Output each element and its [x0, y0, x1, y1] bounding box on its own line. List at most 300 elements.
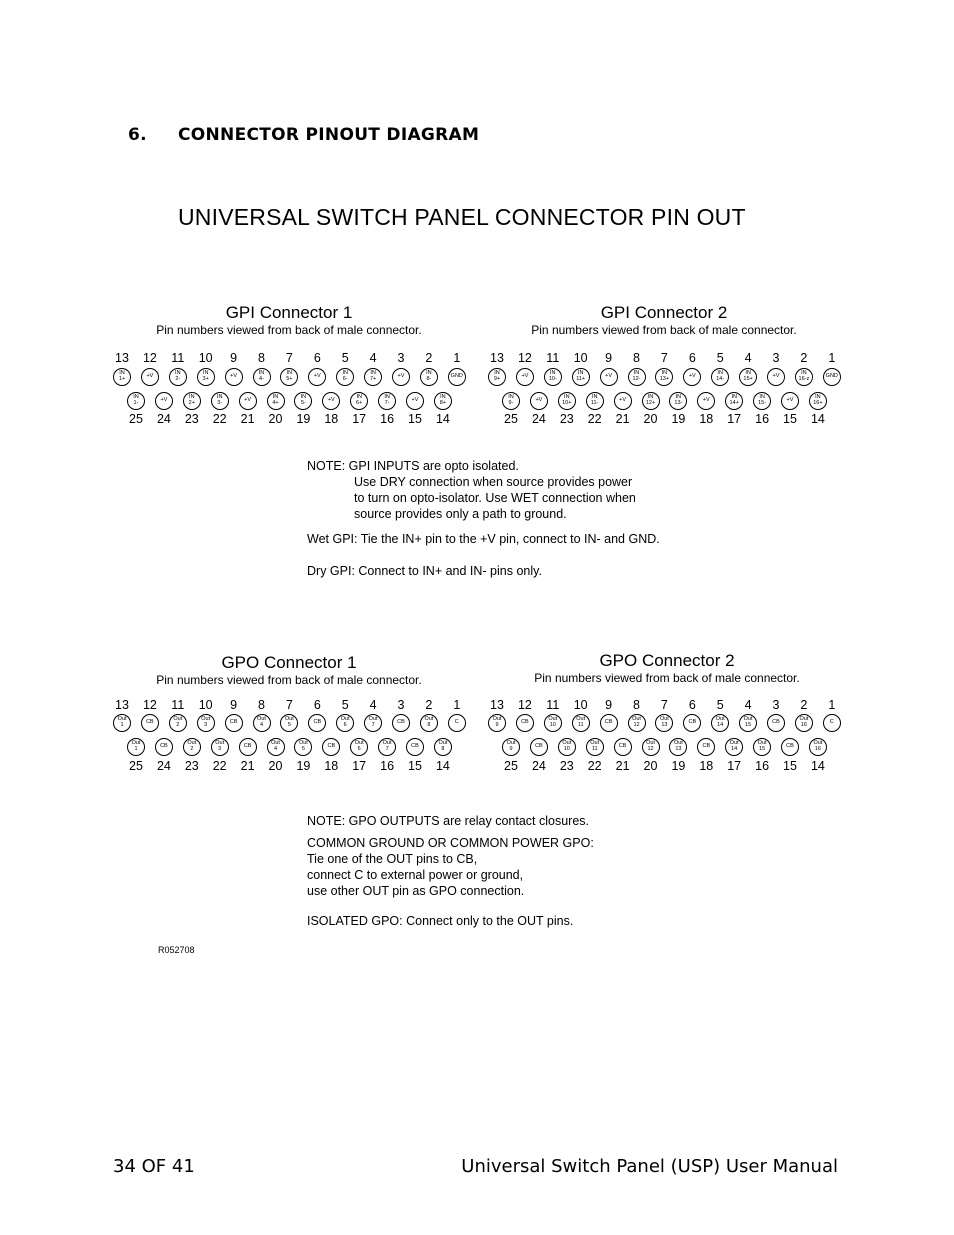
pin-circle: [113, 714, 131, 732]
pin-number: 23: [184, 412, 199, 426]
gpo1-title: GPO Connector 1: [221, 653, 357, 672]
pin-number: 2: [425, 351, 433, 365]
pin-label: +V: [411, 397, 419, 404]
pin-circle: [225, 714, 243, 732]
pin-label: Out 2: [173, 716, 183, 728]
pin-circle: [516, 368, 534, 386]
pin-number: 9: [230, 351, 238, 365]
pin-number: 21: [615, 412, 630, 426]
pin-number: 24: [156, 759, 171, 773]
pin-circle: [392, 714, 410, 732]
pin-label: IN 14-: [716, 370, 725, 382]
pin-label: GND: [825, 373, 838, 380]
pin-label: IN 7+: [369, 370, 377, 382]
pin-label: +V: [786, 397, 794, 404]
pin-number: 4: [744, 698, 752, 712]
pin-circle: [753, 392, 771, 410]
pin-circle: [669, 392, 687, 410]
pin-circle: [655, 714, 673, 732]
pin-number: 4: [369, 698, 377, 712]
pin-label: CB: [327, 743, 336, 750]
pin-circle: [350, 392, 368, 410]
pin-number: 12: [517, 698, 532, 712]
pin-number: 19: [671, 759, 686, 773]
pin-number: 25: [129, 412, 143, 426]
pin-label: Out 2: [187, 740, 197, 752]
pin-circle: [406, 392, 424, 410]
pin-circle: [308, 714, 326, 732]
pin-number: 23: [184, 759, 199, 773]
pin-number: 4: [744, 351, 752, 365]
pin-label: Out 3: [215, 740, 225, 752]
pin-circle: [600, 368, 618, 386]
pin-label: Out 14: [715, 716, 725, 728]
gpi-note-line: to turn on opto-isolator. Use WET connection when: [354, 491, 636, 505]
pin-circle: [113, 368, 131, 386]
pin-number: 1: [828, 698, 836, 712]
pin-circle: [572, 368, 590, 386]
pin-number: 1: [453, 351, 461, 365]
pin-circle: [183, 738, 201, 756]
pin-label: +V: [244, 397, 252, 404]
pin-label: GND: [450, 373, 463, 380]
pin-label: Out 7: [368, 716, 378, 728]
pin-label: IN 1+: [118, 370, 126, 382]
pin-label: +V: [688, 373, 696, 380]
pin-number: 11: [546, 698, 560, 712]
pin-circle: [725, 738, 743, 756]
pin-label: IN 4+: [272, 394, 279, 406]
pin-number: 4: [369, 351, 377, 365]
pin-circle: [322, 392, 340, 410]
pin-label: IN 15+: [743, 370, 753, 382]
pin-number: 11: [171, 351, 185, 365]
pin-circle: [378, 738, 396, 756]
pin-number: 12: [142, 698, 157, 712]
pin-number: 10: [573, 698, 588, 712]
pin-label: +V: [772, 373, 780, 380]
pin-label: IN 14+: [729, 394, 739, 406]
pin-label: +V: [619, 397, 627, 404]
pin-label: C: [454, 719, 459, 726]
main-title: UNIVERSAL SWITCH PANEL CONNECTOR PIN OUT: [178, 204, 746, 230]
pin-label: Out 15: [757, 740, 767, 752]
pin-number: 21: [615, 759, 630, 773]
pin-number: 16: [755, 759, 770, 773]
pin-label: Out 12: [646, 740, 655, 752]
pin-label: Out 10: [548, 716, 558, 728]
pin-label: CB: [411, 743, 419, 750]
pin-circle: [823, 714, 841, 732]
gpo-note-line: COMMON GROUND OR COMMON POWER GPO:: [307, 836, 594, 850]
pin-label: Out 4: [257, 716, 266, 728]
pin-circle: [683, 714, 701, 732]
pin-number: 15: [408, 412, 422, 426]
pin-label: Out 7: [382, 740, 392, 752]
pin-circle: [197, 714, 215, 732]
pin-circle: [516, 714, 534, 732]
pin-circle: [406, 738, 424, 756]
pin-number: 20: [268, 759, 283, 773]
pin-label: IN 3-: [216, 394, 223, 406]
pin-circle: [586, 738, 604, 756]
gpi-note-line: source provides only a path to ground.: [354, 507, 567, 521]
pin-circle: [809, 392, 827, 410]
pin-label: IN 2-: [175, 370, 181, 382]
pin-label: CB: [521, 719, 529, 726]
pin-number: 20: [268, 412, 283, 426]
gpi2-title: GPI Connector 2: [600, 303, 728, 322]
pin-label: IN 13+: [659, 370, 670, 382]
pin-circle: [211, 392, 229, 410]
gpo-note-line: Tie one of the OUT pins to CB,: [307, 852, 478, 866]
pin-circle: [420, 368, 438, 386]
pin-label: C: [829, 719, 834, 726]
pin-circle: [572, 714, 590, 732]
pin-label: Out 6: [354, 740, 364, 752]
pin-circle: [767, 368, 785, 386]
section-heading: [128, 125, 479, 145]
pin-number: 3: [772, 351, 780, 365]
pin-circle: [502, 392, 520, 410]
pin-number: 20: [643, 759, 658, 773]
pin-circle: [420, 714, 438, 732]
gpo-note-line: NOTE: GPO OUTPUTS are relay contact closures.: [307, 814, 590, 828]
pin-circle: [364, 714, 382, 732]
pin-number: 7: [285, 351, 293, 365]
pin-number: 6: [688, 351, 696, 365]
pin-circle: [767, 714, 785, 732]
pin-number: 13: [490, 698, 504, 712]
pin-number: 18: [699, 412, 714, 426]
pin-circle: [739, 714, 757, 732]
pin-number: 24: [531, 412, 546, 426]
pin-circle: [711, 368, 729, 386]
pin-circle: [392, 368, 410, 386]
pin-number: 22: [587, 759, 602, 773]
pin-number: 7: [660, 698, 668, 712]
pin-circle: [781, 738, 799, 756]
pin-number: 9: [605, 351, 613, 365]
pin-label: Out 9: [492, 716, 502, 728]
pin-circle: [530, 392, 548, 410]
pin-label: IN 6+: [356, 394, 363, 406]
pin-label: CB: [313, 719, 322, 726]
gpi-note-line: Use DRY connection when source provides power: [354, 475, 633, 489]
pin-circle: [448, 714, 466, 732]
pin-label: Out 16: [813, 740, 823, 752]
pin-circle: [350, 738, 368, 756]
pin-number: 16: [380, 412, 395, 426]
pin-circle: [239, 392, 257, 410]
pin-label: CB: [702, 743, 711, 750]
pin-label: +V: [535, 397, 543, 404]
pin-number: 13: [490, 351, 504, 365]
pin-label: CB: [604, 719, 613, 726]
pin-circle: [141, 714, 159, 732]
pin-circle: [225, 368, 243, 386]
pin-label: +V: [230, 373, 238, 380]
pin-circle: [169, 368, 187, 386]
pin-circle: [558, 738, 576, 756]
pin-number: 17: [352, 412, 367, 426]
pin-circle: [642, 392, 660, 410]
gpo2-title: GPO Connector 2: [599, 651, 735, 670]
pin-label: Out 1: [131, 740, 141, 752]
pin-number: 19: [296, 759, 311, 773]
pin-circle: [669, 738, 687, 756]
pin-circle: [711, 714, 729, 732]
pin-number: 12: [517, 351, 532, 365]
pin-number: 12: [142, 351, 157, 365]
pin-circle: [127, 392, 145, 410]
pin-label: IN 12-: [632, 370, 641, 382]
pin-circle: [308, 368, 326, 386]
pin-number: 1: [828, 351, 836, 365]
pin-label: +V: [327, 397, 335, 404]
pin-label: +V: [397, 373, 405, 380]
pin-circle: [544, 368, 562, 386]
section-number: 6.: [128, 125, 147, 145]
pin-number: 24: [156, 412, 171, 426]
gpi1-title: GPI Connector 1: [225, 303, 353, 322]
pin-label: IN 6-: [342, 370, 348, 382]
pin-label: IN 7-: [384, 394, 390, 406]
pin-label: +V: [521, 373, 529, 380]
pin-number: 2: [425, 698, 433, 712]
pin-number: 5: [716, 698, 724, 712]
pin-label: CB: [772, 719, 780, 726]
isolated-gpo-note: ISOLATED GPO: Connect only to the OUT pins.: [307, 914, 574, 928]
pin-circle: [336, 368, 354, 386]
pin-number: 10: [573, 351, 588, 365]
pin-number: 3: [772, 698, 780, 712]
pin-number: 16: [755, 412, 770, 426]
pin-number: 14: [435, 759, 450, 773]
pin-number: 6: [313, 351, 321, 365]
pin-circle: [197, 368, 215, 386]
pin-label: +V: [160, 397, 168, 404]
pin-number: 2: [800, 698, 808, 712]
gpo-note-line: connect C to external power or ground,: [307, 868, 524, 882]
pin-number: 5: [341, 351, 349, 365]
pin-number: 25: [504, 759, 518, 773]
pin-number: 2: [800, 351, 808, 365]
pin-circle: [781, 392, 799, 410]
pin-label: Out 8: [438, 740, 448, 752]
pin-label: CB: [229, 719, 238, 726]
pin-label: +V: [146, 373, 154, 380]
pin-label: Out 8: [424, 716, 434, 728]
pin-label: Out 5: [284, 716, 294, 728]
pin-circle: [795, 714, 813, 732]
pin-number: 18: [324, 412, 339, 426]
pin-label: Out 6: [340, 716, 350, 728]
pin-circle: [823, 368, 841, 386]
pin-number: 15: [783, 759, 797, 773]
pin-circle: [530, 738, 548, 756]
pin-circle: [294, 738, 312, 756]
pin-label: Out 11: [590, 740, 600, 752]
pin-number: 11: [171, 698, 185, 712]
pin-number: 8: [633, 351, 640, 365]
pin-number: 14: [810, 412, 825, 426]
pin-label: Out 3: [201, 716, 211, 728]
pin-circle: [488, 714, 506, 732]
page-number: 34 OF 41: [113, 1156, 195, 1177]
pin-label: IN 15-: [758, 394, 767, 406]
pin-label: +V: [702, 397, 710, 404]
pin-number: 19: [296, 412, 311, 426]
pin-number: 21: [240, 759, 255, 773]
gpi2-subtitle: Pin numbers viewed from back of male connector.: [531, 323, 797, 337]
pin-circle: [558, 392, 576, 410]
pin-number: 8: [258, 351, 265, 365]
pin-label: Out 5: [298, 740, 308, 752]
pin-circle: [169, 714, 187, 732]
pin-number: 8: [258, 698, 265, 712]
pin-number: 16: [380, 759, 395, 773]
pin-circle: [267, 392, 285, 410]
pin-number: 19: [671, 412, 686, 426]
gpo-note-line: use other OUT pin as GPO connection.: [307, 884, 525, 898]
pin-circle: [809, 738, 827, 756]
pin-label: IN 1-: [133, 394, 139, 406]
pin-circle: [141, 368, 159, 386]
pin-label: IN 3+: [202, 370, 209, 382]
pin-circle: [544, 714, 562, 732]
pin-circle: [614, 738, 632, 756]
pin-label: CB: [535, 743, 543, 750]
pin-number: 25: [129, 759, 143, 773]
gpo2-subtitle: Pin numbers viewed from back of male connector.: [534, 671, 800, 685]
pin-number: 17: [352, 759, 367, 773]
pin-circle: [280, 368, 298, 386]
pin-circle: [127, 738, 145, 756]
pin-circle: [683, 368, 701, 386]
pin-label: IN 8-: [426, 370, 432, 382]
pin-number: 6: [313, 698, 321, 712]
wet-gpi-note: Wet GPI: Tie the IN+ pin to the +V pin, connect to IN- and GND.: [307, 532, 660, 546]
pin-number: 14: [810, 759, 825, 773]
pin-circle: [725, 392, 743, 410]
pin-number: 10: [198, 698, 213, 712]
pin-number: 7: [285, 698, 293, 712]
pin-circle: [434, 738, 452, 756]
pin-circle: [253, 368, 271, 386]
pin-number: 9: [605, 698, 613, 712]
pin-label: Out 1: [117, 716, 127, 728]
pin-label: IN 2+: [188, 394, 195, 406]
pin-circle: [155, 738, 173, 756]
pin-circle: [697, 392, 715, 410]
pin-number: 13: [115, 698, 129, 712]
section-title: CONNECTOR PINOUT DIAGRAM: [178, 125, 480, 145]
pin-label: Out 11: [576, 716, 586, 728]
pin-circle: [655, 368, 673, 386]
pin-label: +V: [605, 373, 613, 380]
pin-number: 5: [341, 698, 349, 712]
pin-number: 10: [198, 351, 213, 365]
pin-label: IN 11+: [576, 370, 586, 382]
pin-number: 5: [716, 351, 724, 365]
pin-label: Out 15: [743, 716, 753, 728]
pin-circle: [434, 392, 452, 410]
pin-number: 24: [531, 759, 546, 773]
pin-number: 22: [587, 412, 602, 426]
pin-circle: [280, 714, 298, 732]
pin-circle: [628, 368, 646, 386]
pin-number: 17: [727, 412, 742, 426]
pin-label: Out 16: [799, 716, 809, 728]
pin-label: Out 12: [632, 716, 641, 728]
pin-number: 23: [559, 412, 574, 426]
pin-number: 7: [660, 351, 668, 365]
pin-number: 20: [643, 412, 658, 426]
pin-number: 15: [408, 759, 422, 773]
pin-label: IN 10-: [548, 370, 557, 382]
pin-label: IN 12+: [645, 394, 656, 406]
pin-label: IN 16-z: [798, 370, 810, 382]
pin-label: CB: [243, 743, 252, 750]
pin-circle: [448, 368, 466, 386]
gpo1-subtitle: Pin numbers viewed from back of male connector.: [156, 673, 422, 687]
pin-label: CB: [688, 719, 697, 726]
pin-circle: [628, 714, 646, 732]
pin-circle: [586, 392, 604, 410]
pin-label: IN 9+: [493, 370, 501, 382]
pin-number: 14: [435, 412, 450, 426]
pin-label: IN 11-: [590, 394, 599, 406]
pin-circle: [253, 714, 271, 732]
pin-label: Out 9: [506, 740, 516, 752]
pin-circle: [211, 738, 229, 756]
pin-number: 1: [453, 698, 461, 712]
pin-circle: [155, 392, 173, 410]
pin-circle: [697, 738, 715, 756]
pin-label: +V: [313, 373, 321, 380]
pin-number: 22: [212, 412, 227, 426]
pin-number: 15: [783, 412, 797, 426]
pin-circle: [239, 738, 257, 756]
pin-label: Out 10: [562, 740, 572, 752]
pin-circle: [614, 392, 632, 410]
pin-number: 9: [230, 698, 238, 712]
pin-number: 21: [240, 412, 255, 426]
pin-number: 3: [397, 698, 405, 712]
pin-number: 13: [115, 351, 129, 365]
dry-gpi-note: Dry GPI: Connect to IN+ and IN- pins only.: [307, 564, 542, 578]
pin-circle: [183, 392, 201, 410]
pin-number: 11: [546, 351, 560, 365]
pin-number: 6: [688, 698, 696, 712]
pin-label: IN 16+: [813, 394, 823, 406]
pin-circle: [364, 368, 382, 386]
pin-label: IN 4-: [258, 370, 265, 382]
pin-circle: [502, 738, 520, 756]
pin-number: 23: [559, 759, 574, 773]
pin-circle: [600, 714, 618, 732]
pin-circle: [378, 392, 396, 410]
pin-label: IN 10+: [562, 394, 572, 406]
pin-label: Out 14: [729, 740, 739, 752]
pin-circle: [336, 714, 354, 732]
pin-circle: [322, 738, 340, 756]
pin-number: 18: [699, 759, 714, 773]
pin-circle: [795, 368, 813, 386]
pin-circle: [267, 738, 285, 756]
pin-number: 22: [212, 759, 227, 773]
